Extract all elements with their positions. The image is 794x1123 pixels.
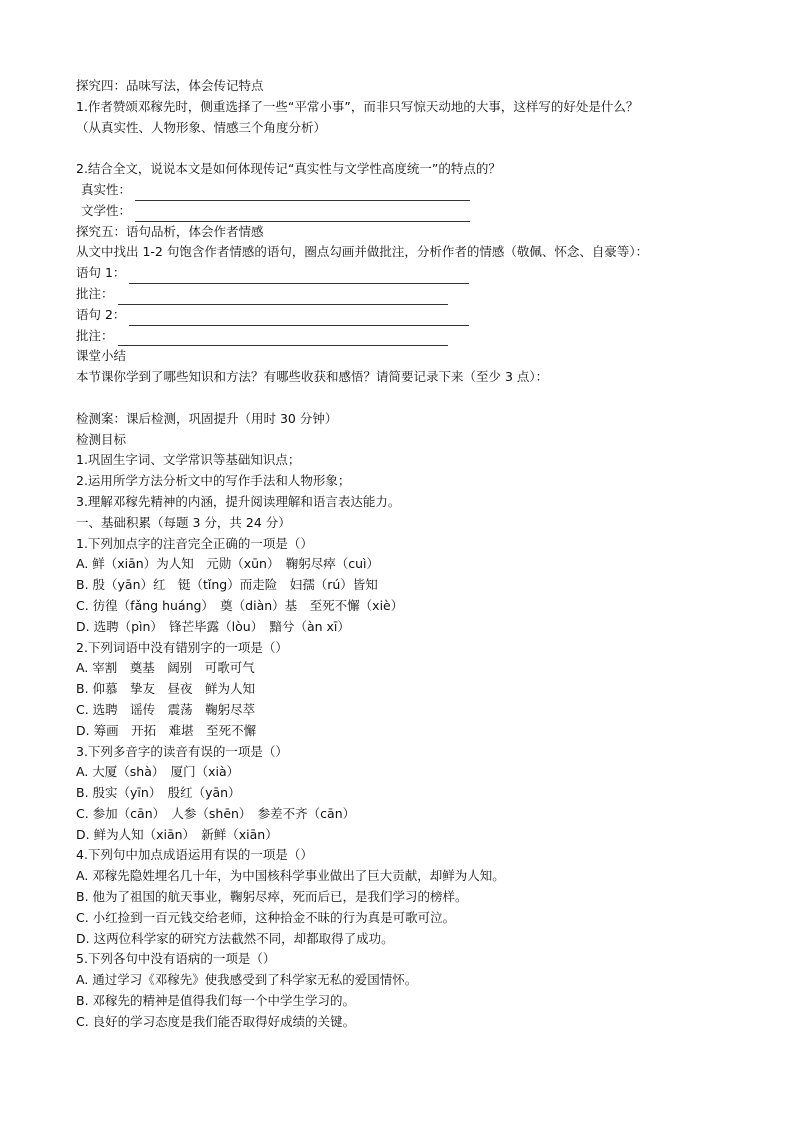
summary-title: 课堂小结: [76, 348, 127, 364]
question-part4-1-line2: （从真实性、人物形象、情感三个角度分析）: [76, 119, 327, 135]
literary-answer-line[interactable]: [135, 207, 470, 222]
option-item[interactable]: A. 鲜（xiān）为人知 元勋（xūn） 鞠躬尽瘁（cuì）: [76, 556, 379, 572]
option-item[interactable]: B. 殷实（yīn） 殷红（yān）: [76, 785, 241, 801]
truth-answer-row: [76, 180, 736, 201]
option-item[interactable]: D. 这两位科学家的研究方法截然不同，却都取得了成功。: [76, 930, 394, 946]
goals-title: 检测目标: [76, 431, 127, 447]
option-item[interactable]: C. 参加（cān） 人参（shēn） 参差不齐（cān）: [76, 805, 356, 821]
sentence2-label: 语句 2：: [76, 306, 126, 322]
part4-title: 探究四：品味写法，体会传记特点: [76, 78, 264, 93]
option-item[interactable]: D. 选聘（pìn） 锋芒毕露（lòu） 黯兮（àn xī）: [76, 618, 350, 634]
option-item[interactable]: C. 选聘 谣传 震荡 鞠躬尽萃: [76, 701, 256, 717]
question-part4-2: 2.结合全文，说说本文是如何体现传记“真实性与文学性高度统一”的特点的？: [76, 161, 501, 177]
note1-answer-line[interactable]: [118, 290, 448, 305]
question-stem: 2.下列词语中没有错别字的一项是（）: [76, 639, 288, 655]
part5-instruction: 从文中找出 1-2 句饱含作者情感的语句，圈点勾画并做批注，分析作者的情感（敬佩、怀念、自豪等）：: [76, 244, 649, 260]
sentence2-row: [76, 305, 736, 326]
option-item[interactable]: C. 良好的学习态度是我们能否取得好成绩的关键。: [76, 1013, 356, 1029]
part5-title: 探究五：语句品析，体会作者情感: [76, 223, 264, 239]
question-stem: 1.下列加点字的注音完全正确的一项是（）: [76, 535, 313, 551]
note1-label: 批注：: [76, 285, 114, 301]
section1-heading: 一、基础积累（每题 3 分，共 24 分）: [76, 514, 291, 530]
sentence1-row: [76, 263, 736, 284]
question-stem: 3.下列多音字的读音有误的一项是（）: [76, 743, 288, 759]
question-part4-1-line1: 1.作者赞颂邓稼先时，侧重选择了一些“平常小事”，而非只写惊天动地的大事，这样写的好处是什么？: [76, 98, 639, 114]
goal-item: 3.理解邓稼先精神的内涵，提升阅读理解和语言表达能力。: [76, 493, 401, 509]
option-item[interactable]: B. 他为了祖国的航天事业，鞠躬尽瘁，死而后已，是我们学习的榜样。: [76, 889, 468, 905]
sentence1-label: 语句 1：: [76, 265, 126, 281]
sentence1-answer-line[interactable]: [129, 269, 469, 284]
worksheet-page: [76, 76, 736, 1033]
option-item[interactable]: A. 邓稼先隐姓埋名几十年，为中国核科学事业做出了巨大贡献，却鲜为人知。: [76, 868, 505, 884]
option-item[interactable]: C. 彷徨（fǎng huáng） 奠（diàn）基 至死不懈（xiè）: [76, 597, 404, 613]
option-item[interactable]: C. 小红捡到一百元钱交给老师，这种拾金不昧的行为真是可歌可泣。: [76, 909, 456, 925]
option-item[interactable]: A. 大厦（shà） 厦门（xià）: [76, 764, 240, 780]
option-item[interactable]: B. 仰慕 挚友 昼夜 鲜为人知: [76, 681, 256, 697]
question-stem: 5.下列各句中没有语病的一项是（）: [76, 951, 276, 967]
note2-row: [76, 326, 736, 347]
test-title: 检测案：课后检测，巩固提升（用时 30 分钟）: [76, 410, 338, 426]
answer-space: [76, 138, 736, 159]
literary-label: 文学性：: [81, 202, 132, 218]
answer-space: [76, 388, 736, 409]
note2-label: 批注：: [76, 327, 114, 343]
option-item[interactable]: D. 鲜为人知（xiān） 新鲜（xiān）: [76, 826, 278, 842]
goal-item: 2.运用所学方法分析文中的写作手法和人物形象；: [76, 473, 351, 489]
goal-item: 1.巩固生字词、文学常识等基础知识点；: [76, 452, 301, 468]
option-item[interactable]: B. 殷（yān）红 铤（tǐng）而走险 妇孺（rú）皆知: [76, 577, 378, 593]
truth-answer-line[interactable]: [135, 186, 470, 201]
sentence2-answer-line[interactable]: [129, 311, 469, 326]
truth-label: 真实性：: [81, 181, 132, 197]
option-item[interactable]: B. 邓稼先的精神是值得我们每一个中学生学习的。: [76, 993, 356, 1009]
note2-answer-line[interactable]: [118, 331, 448, 346]
option-item[interactable]: A. 通过学习《邓稼先》使我感受到了科学家无私的爱国情怀。: [76, 972, 418, 988]
option-item[interactable]: D. 筹画 开拓 难堪 至死不懈: [76, 722, 257, 738]
literary-answer-row: [76, 201, 736, 222]
summary-prompt: 本节课你学到了哪些知识和方法？有哪些收获和感悟？请简要记录下来（至少 3 点）：: [76, 369, 549, 385]
note1-row: [76, 284, 736, 305]
question-stem: 4.下列句中加点成语运用有误的一项是（）: [76, 847, 313, 863]
option-item[interactable]: A. 宰割 奠基 阔别 可歌可气: [76, 660, 255, 676]
